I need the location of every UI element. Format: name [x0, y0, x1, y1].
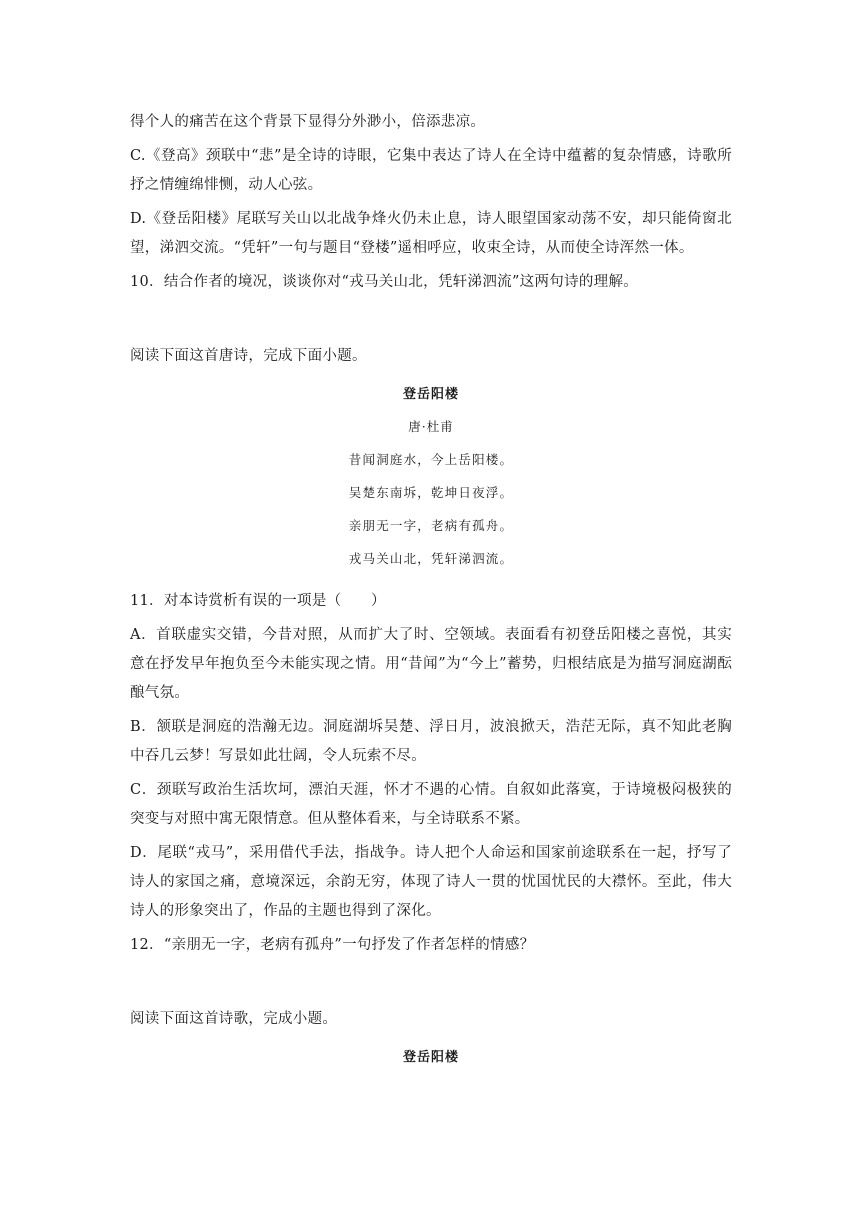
question-11-option-b: B．颔联是洞庭的浩瀚无边。洞庭湖坼吴楚、浮日月，波浪掀天，浩茫无际，真不知此老胸中吞几云梦！写景如此壮阔，令人玩索不尽。 [130, 719, 732, 764]
question-11-option-c: C．颈联写政治生活坎坷，漂泊天涯，怀才不遇的心情。自叙如此落寞，于诗境极闷极狭的突变与对照中寓无限情意。但从整体看来，与全诗联系不紧。 [130, 782, 732, 827]
document-page [130, 108, 732, 1080]
blank-answer-space [130, 302, 732, 342]
reading-intro-poem: 阅读下面这首诗歌，完成小题。 [130, 1011, 338, 1027]
blank-answer-space-2 [130, 965, 732, 1005]
poem-line-2: 吴楚东南坼，乾坤日夜浮。 [348, 485, 514, 500]
poem-line-1: 昔闻洞庭水，今上岳阳楼。 [348, 452, 514, 467]
question-12: 12．“亲朋无一字，老病有孤舟”一句抒发了作者怎样的情感？ [130, 937, 535, 953]
question-11: 11．对本诗赏析有误的一项是（ ） [130, 593, 386, 609]
reading-intro-tang-poem: 阅读下面这首唐诗，完成下面小题。 [130, 348, 367, 364]
option-c-dengao: C.《登高》颈联中“悲”是全诗的诗眼，它集中表达了诗人在全诗中蕴蓄的复杂情感，诗歌所抒之情缠绵悱恻，动人心弦。 [130, 148, 732, 193]
poem-title: 登岳阳楼 [402, 387, 459, 402]
question-11-option-d: D．尾联“戎马”，采用借代手法，指战争。诗人把个人命运和国家前途联系在一起，抒写了诗人的家国之痛，意境深远，余韵无穷，体现了诗人一贯的忧国忧民的大襟怀。至此，伟大诗人的形象突出了，作品的主题也得到了深化。 [130, 845, 732, 919]
option-b-continuation: 得个人的痛苦在这个背景下显得分外渺小，倍添悲凉。 [130, 114, 486, 130]
poem-title-2: 登岳阳楼 [402, 1050, 459, 1065]
poem-line-3: 亲朋无一字，老病有孤舟。 [348, 518, 514, 533]
question-10: 10．结合作者的境况，谈谈你对“戎马关山北，凭轩涕泗流”这两句诗的理解。 [130, 274, 639, 290]
poem-author: 唐·杜甫 [408, 419, 454, 434]
question-11-option-a: A．首联虚实交错，今昔对照，从而扩大了时、空领域。表面看有初登岳阳楼之喜悦，其实意在抒发早年抱负至今未能实现之情。用“昔闻”为“今上”蓄势，归根结底是为描写洞庭湖酝酿气氛。 [130, 627, 732, 701]
option-d-dengyueyanglou: D.《登岳阳楼》尾联写关山以北战争烽火仍未止息，诗人眼望国家动荡不安，却只能倚窗北望，涕泗交流。“凭轩”一句与题目“登楼”遥相呼应，收束全诗，从而使全诗浑然一体。 [130, 211, 732, 256]
poem-line-4: 戎马关山北，凭轩涕泗流。 [348, 551, 514, 566]
